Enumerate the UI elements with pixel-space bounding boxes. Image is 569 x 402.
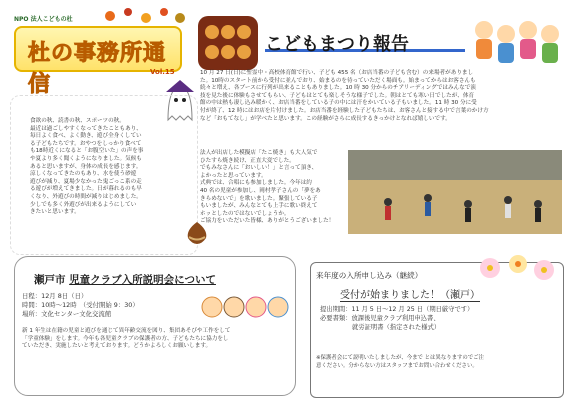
city-name: 瀬戸市 [34,274,66,286]
text-line: も18時近くになると「お腹空いた」の声を事 [30,148,144,155]
text-line: 続々と増え、各ブースに行列が出来ることもありました。10 時 30 分からのチアリーディングではみんなで演 [200,85,476,92]
text-line: ご協力をいただいた皆様、ありがとうございました！ [200,218,335,225]
text-line: 新 1 年生は在籍の児童と遊びを通じて異年齢交流を図り、集団あそびや工作をして [22,328,231,334]
seto-briefing-title [34,272,216,287]
briefing-description [22,328,290,351]
text-line: ていただき、実施したいと考えております。どうかよろしくお願いします。 [22,343,212,350]
text-line: 「学童体験」をします。今年も各児童クラブの保護者の方、子どもたちに協力をし [22,335,229,342]
registration-subtitle: 来年度の入所申し込み（継続） [316,271,423,280]
text-line: た。10時のスタート前から受付に並んでおり、始まるのを待っていただく場面も。始まってからはお客さんも [200,77,476,84]
text-line: きらめないで」を歌いました。緊張している子 [200,195,318,202]
briefing-date: 日程：12月 8日（日） [22,292,88,300]
flowers-decoration [470,248,564,288]
text-line: など「おもてなし」が学べたと思います。この経験がさらに成長するきっかけとなれば嬉しいです。 [200,115,451,122]
newsletter-title: 杜の事務所通信 [28,40,167,97]
volume-number: Vol.15 [150,68,175,76]
text-line: 技を見た後に体験もさせてもらい、子どもはとても楽しそうな様子でした。朝はとても寒い日でしたが、体育 [200,92,475,99]
text-line: きたいと思います。 [30,209,80,216]
text-line: 付が終了、12 時にはお店を片付けました。お店当番を経験した子どもたちは、お客さんと接する中で言葉のかけ方 [200,107,489,114]
festival-heading-text: こどもまつり報告 [265,34,409,55]
organization-name: NPO 法人こどもの杜 [14,16,73,23]
text-line: 10 月 27 日(日)に聖霊中・高校体育館で行い、子ども 455 名（お店当番の子ども含む）の来場者がありまし [200,70,474,76]
briefing-place: 場所：文化センター文化交流館 [22,310,112,318]
required-documents-continued: 就労証明書（指定された様式） [352,324,441,331]
text-line: 涼しくなってきたのもあり、水を使う砂遊 [30,171,137,178]
required-documents: 必要書類：放課後児童クラブ利用申込書、 [320,315,440,322]
festival-stall-paragraph [200,150,346,226]
text-line: 館の中は熱も凄し込み暖かく、お店当番をしている子の中には汗をかいている子もいました。11 時 30 分に受 [200,100,477,107]
text-line: 法人が出店した模擬店「たこ焼き」も大人気で [200,150,318,156]
text-line: 式典では、合唱にも参加しました。今年は約 [200,180,312,187]
text-line: 遊びが減り、夏場少なかった鬼ごっこ系の走 [30,178,142,185]
text-line: る遊びが増えてきました。日が暮れるのも早 [30,186,142,193]
registration-title: 受付が始まりました！（瀬戸） [340,286,480,302]
newsletter-title-banner [14,26,182,97]
text-line: よかったと思っています。 [200,172,267,179]
briefing-time: 時間：10時〜12時 （受付開始 9：30） [22,301,139,309]
registration-note [316,354,560,370]
text-line: もいましたが、みんなとても上手に歌い終えて [200,203,318,210]
text-line: ※保護者会にて説明いたしましたが、今まで とは異なりますのでご注 [316,355,484,361]
children-faces-illustration [200,292,292,322]
text-line: くなり、外遊びの時間が減りはじめました。 [30,193,142,200]
text-line: 少しでも多く外遊びが出来るようにしてい [30,201,137,208]
takoyaki-photo [198,16,258,70]
text-line: でもみなさんに「おいしい！」と言って頂き、 [200,165,318,172]
text-line: 毎日よく食べ、よく動き、遊び全身くしてい [30,133,142,140]
festival-heading [265,30,465,55]
registration-details [320,305,560,332]
kids-illustration [470,12,562,68]
briefing-details [22,292,222,319]
text-line: 意ください。分からない方はスタッフまでお問い合わせください。 [316,363,478,369]
text-line: あると思いますが、身体の成長を感じます。 [30,163,142,170]
text-line: る子どもたちです。おやつをしっかり食べて [30,140,142,147]
text-line: ホッとしたのではないでしょうか。 [200,210,290,217]
autumn-note-text [30,118,180,217]
gym-festival-photo [348,150,562,234]
text-line: 食欲の秋、読書の秋、スポーツの秋。 [30,118,125,124]
text-line: 最近は過ごしやすくなってきたこともあり、 [30,125,142,132]
briefing-title-text: 児童クラブ入所説明会について [69,274,216,286]
submission-period: 提出期間：11 月 5 日〜12 月 25 日（期日厳守です） [320,306,474,313]
text-line: ひたすら焼き続け、正直大変でした。 [200,157,295,164]
festival-report-paragraph [200,70,562,123]
text-line: や夏より多く聞くようになりました。気候も [30,155,142,162]
text-line: 40 名の児童が参加し、岡村孝子さんの「夢をあ [200,187,321,194]
